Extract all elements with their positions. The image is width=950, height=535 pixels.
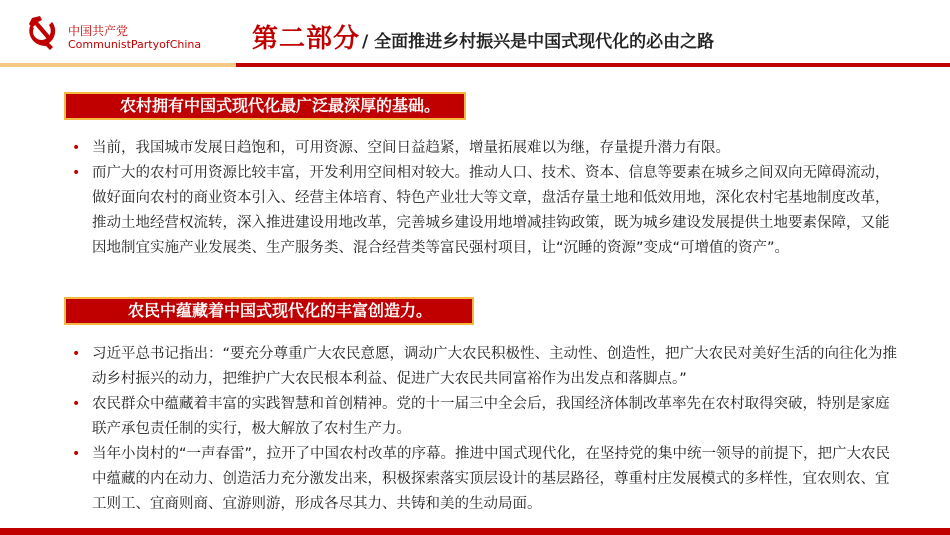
- list-item-text: 习近平总书记指出：“要充分尊重广大农民意愿，调动广大农民积极性、主动性、创造性，把广大农民对美好生活的向往化为推动乡村振兴的动力，把维护广大农民根本利益、促进广大农民共同富裕作为出发点和落脚点。”: [92, 346, 898, 387]
- header-divider-tan: [0, 63, 236, 67]
- list-item-text: 而广大的农村可用资源比较丰富，开发利用空间相对较大。推动人口、技术、资本、信息等要素在城乡之间双向无障碍流动，做好面向农村的商业资本引入、经营主体培育、特色产业壮大等文章，盘活存量土地和低效用地，深化农村宅基地制度改革，推动土地经营权流转，深入推进建设用地改革，完善城乡建设用地增减挂钩政策，既为城乡建设发展提供土地要素保障，又能因地制宜实施产业发展类、生产服务类、混合经营类等富民强村项目，让“沉睡的资源”变成“可增值的资产”。: [92, 165, 890, 256]
- bullet-icon: •: [72, 446, 81, 462]
- bullet-icon: •: [72, 140, 81, 156]
- list-item-text: 当前，我国城市发展日趋饱和，可用资源、空间日益趋紧，增量拓展难以为继，存量提升潜力有限。: [92, 140, 730, 156]
- bullet-icon: •: [72, 396, 81, 412]
- list-item: [72, 442, 902, 517]
- bullet-icon: •: [72, 165, 81, 181]
- list-item-text: 当年小岗村的“一声春雷”，拉开了中国农村改革的序幕。推进中国式现代化，在坚持党的集中统一领导的前提下，把广大农民中蕴藏的内在动力、创造活力充分激发出来，积极探索落实顶层设计的基层路径，尊重村庄发展模式的多样性，宜农则农、宜工则工、宜商则商、宜游则游，形成各尽其力、共铸和美的生动局面。: [92, 446, 891, 512]
- list-item: [72, 342, 902, 392]
- brand-name-en: CommunistPartyofChina: [68, 38, 202, 51]
- list-item: [72, 161, 902, 261]
- bullet-icon: •: [72, 346, 81, 362]
- hammer-and-sickle-icon: [22, 12, 62, 52]
- bullet-list-2: [72, 342, 902, 517]
- section-title: / 全面推进乡村振兴是中国式现代化的必由之路: [362, 32, 715, 52]
- bullet-list-1: [72, 136, 902, 261]
- header-divider-red: [236, 63, 950, 67]
- list-item: [72, 136, 902, 161]
- section-banner-1: 农村拥有中国式现代化最广泛最深厚的基础。: [64, 92, 466, 120]
- section-banner-2: 农民中蕴藏着中国式现代化的丰富创造力。: [64, 297, 474, 325]
- section-number: 第二部分: [252, 24, 361, 54]
- footer-bar: [0, 528, 950, 535]
- list-item-text: 农民群众中蕴藏着丰富的实践智慧和首创精神。党的十一届三中全会后，我国经济体制改革率先在农村取得突破，特别是家庭联产承包责任制的实行，极大解放了农村生产力。: [92, 396, 890, 437]
- brand: [68, 24, 201, 51]
- list-item: [72, 392, 902, 442]
- brand-name-cn: 中国共产党: [68, 24, 129, 38]
